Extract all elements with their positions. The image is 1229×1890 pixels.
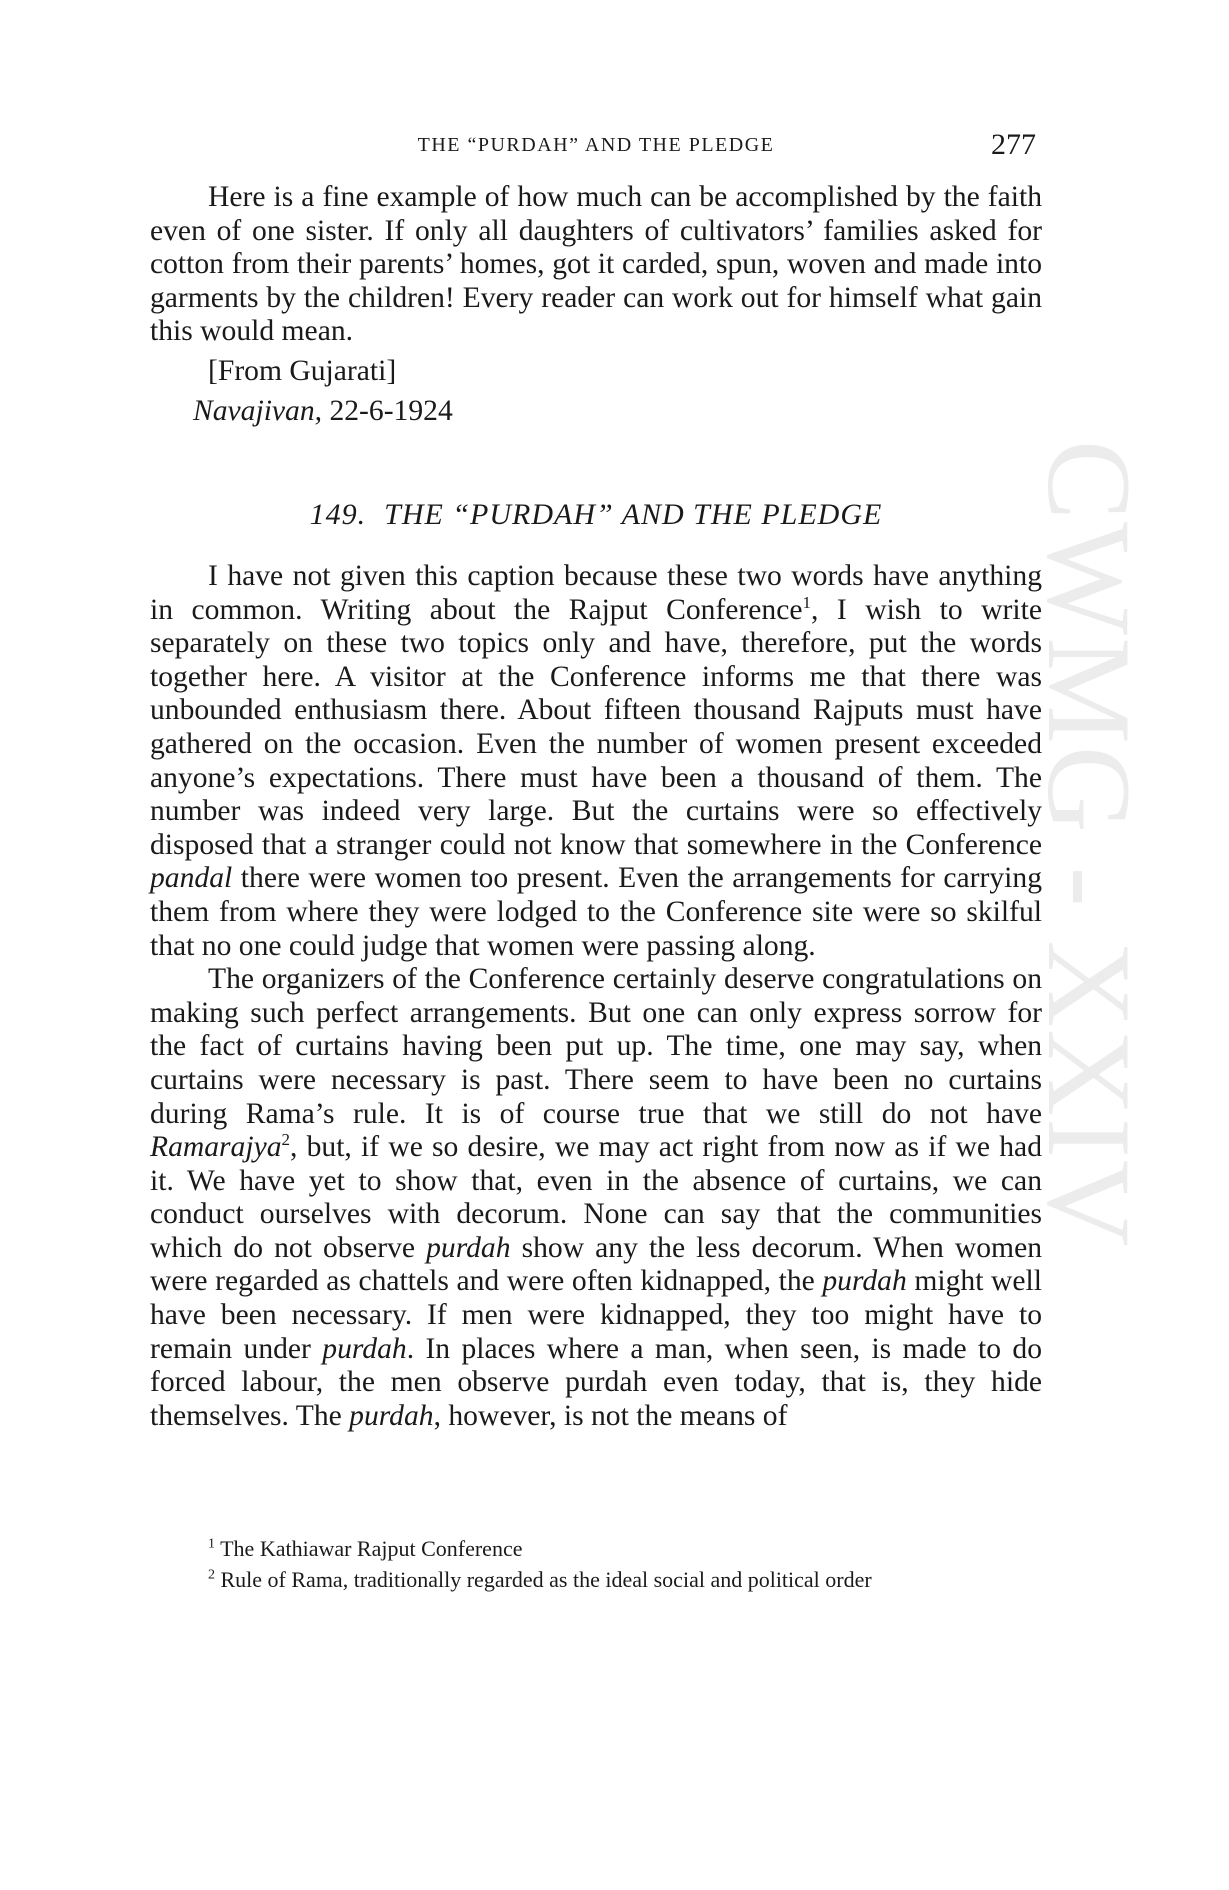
previous-item-paragraph: Here is a fine example of how much can be accomplished by the faith even of one sister. If only all daughters of cultivators’ families asked for cotton from their parents’ homes, got it carded, spun, woven and made into garments by the children! Every reader can work out for himself what gain this would mean. — [150, 181, 1042, 348]
publication-line — [193, 395, 453, 428]
article-number: 149. — [309, 498, 367, 531]
footnote-ref-2: 2 — [281, 1130, 291, 1150]
running-head — [150, 130, 1042, 170]
footnotes — [150, 1533, 1042, 1595]
article-title: THE “PURDAH” AND THE PLEDGE — [384, 498, 883, 531]
article-paragraph-2: The organizers of the Conference certainly deserve congratulations on making such perfect arrangements. But one can only express sorrow for the fact of curtains having been put up. The time, one may say, when curtains were necessary is past. There seem to have been no curtains during Rama’s rule. It is of course true that we still do not have Ramarajya$^2$, but, if we so desire, we may act right from now as if we had it. We have yet to show that, even in the absence of curtains, we can conduct ourselves with decorum. None can say that the communities which do not observe purdah show any the less decorum. When women were regarded as chattels and were often kidnapped, the purdah might well have been necessary. If men were kidnapped, they too might have to remain under purdah. In places where a man, when seen, is made to do forced labour, the men observe purdah even today, that is, they hide themselves. The purdah, however, is not the means of — [150, 963, 1043, 1432]
article-body — [150, 560, 1042, 1433]
footnote-ref-1: 1 — [802, 592, 811, 612]
watermark-text: CWMG - XXIV — [1023, 440, 1156, 1249]
footnote-1: $^1$ The Kathiawar Rajput Conference — [208, 1536, 523, 1561]
article-paragraph-1: I have not given this caption because these two words have anything in common. Writing about the Rajput Conference$^1$, I wish to write separately on these two topics only and have, therefore, put the words together here. A visitor at the Conference informs me that there was unbounded enthusiasm there. About fifteen thousand Rajputs must have gathered on the occasion. Even the number of women present exceeded anyone’s expectations. There must have been a thousand of them. The number was indeed very large. But the curtains were so effectively disposed that a stranger could not know that somewhere in the Conference pandal there were women too present. Even the arrangements for carrying them from where they were lodged to the Conference site were so skilful that no one could judge that women were passing along. — [150, 560, 1042, 962]
source-note: [From Gujarati] — [208, 355, 397, 387]
footnote-2: $^2$ Rule of Rama, traditionally regarded as the ideal social and political order — [208, 1567, 872, 1592]
running-head-title: THE “PURDAH” AND THE PLEDGE — [417, 134, 775, 156]
page-number: 277 — [991, 128, 1036, 161]
publication-date: 22-6-1924 — [329, 395, 453, 427]
publication-name: Navajivan, — [193, 395, 323, 427]
article-heading — [150, 498, 1042, 532]
